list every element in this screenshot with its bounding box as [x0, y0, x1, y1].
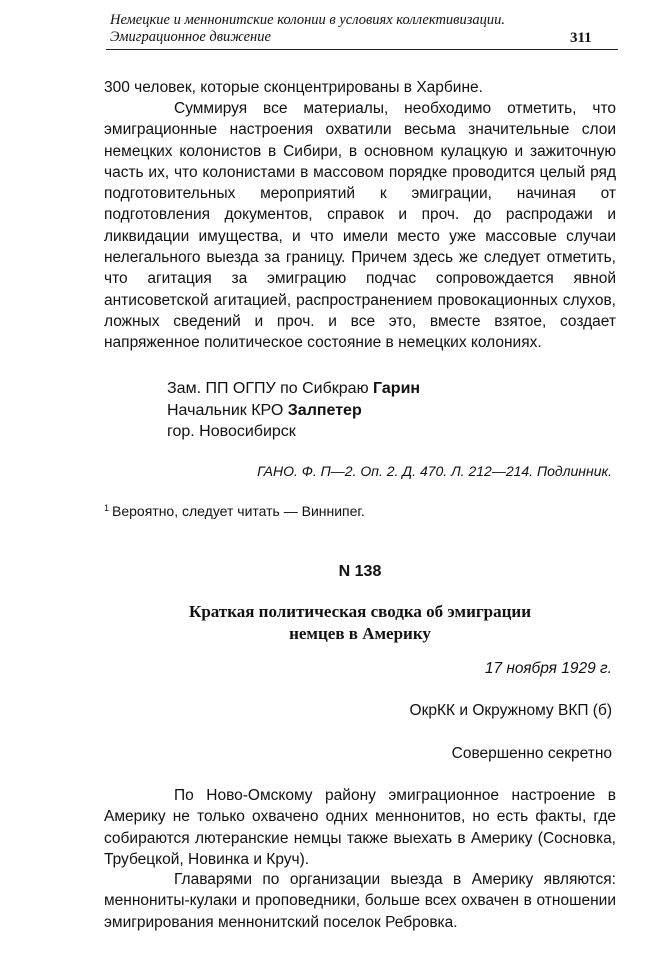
classification-stamp: Совершенно секретно — [451, 745, 612, 762]
signature-line-1 — [167, 378, 420, 400]
archive-reference: ГАНО. Ф. П—2. Оп. 2. Д. 470. Л. 212—214. Подлинник. — [257, 463, 612, 479]
footnote-marker: 1 — [104, 503, 110, 513]
signer-1-name: Гарин — [373, 380, 421, 397]
continuation-text: 300 человек, которые сконцентрированы в Харбине. — [104, 79, 483, 96]
document-addressee: ОкрКК и Окружному ВКП (б) — [409, 702, 612, 719]
document-title-line-1: Краткая политическая сводка об эмиграции — [189, 602, 531, 621]
document-title-line-2: немцев в Америку — [289, 624, 431, 643]
document-date: 17 ноября 1929 г. — [484, 660, 612, 677]
footnote-text: Вероятно, следует читать — Виннипег. — [112, 503, 365, 519]
signature-block — [167, 378, 420, 443]
signer-1-title: Зам. ПП ОГПУ по Сибкраю — [167, 380, 369, 397]
page-number: 311 — [570, 30, 592, 46]
document-paragraph-1: По Ново-Омскому району эмиграционное настроение в Америку не только охвачено одних меннонитов, но есть факты, где собираются лютеранские немцы также выехать в Америку (Сосновка, Трубецкой, Новинка и Круч). — [104, 787, 616, 868]
signature-place: гор. Новосибирск — [167, 423, 296, 440]
footnote — [104, 503, 365, 519]
signer-2-name: Залпетер — [287, 401, 362, 419]
signer-2-title: Начальник КРО — [167, 401, 284, 419]
signature-line-2 — [167, 400, 420, 422]
header-rule — [106, 49, 618, 50]
running-header-title: Немецкие и меннонитские колонии в условиях коллективизации. Эмиграционное движение — [110, 12, 505, 45]
summary-paragraph: Суммируя все материалы, необходимо отметить, что эмиграционные настроения охватили весьма значительные слои немецких колонистов в Сибири, в основном кулацкую и зажиточную часть их, что колонистами в массовом порядке проводится целый ряд подготовительных мероприятий к эмиграции, начиная от подготовления документов, справок и проч. до распродажи и ликвидации имущества, и что имели место уже массовые случаи нелегального выезда за границу. Причем здесь же следует отметить, что агитация за эмиграцию подчас сопровождается явной антисоветской агитацией, распространением провокационных слухов, ложных сведений и проч. и все это, вместе взятое, создает напряженное политическое состояние в немецких колониях. — [104, 100, 616, 352]
document-title — [104, 601, 616, 645]
document-paragraph-2: Главарями по организации выезда в Америку являются: меннониты-кулаки и проповедники, больше всех охвачен в отношении эмигрирования меннонитский поселок Ребровка. — [104, 871, 616, 931]
document-number: N 138 — [338, 563, 382, 580]
